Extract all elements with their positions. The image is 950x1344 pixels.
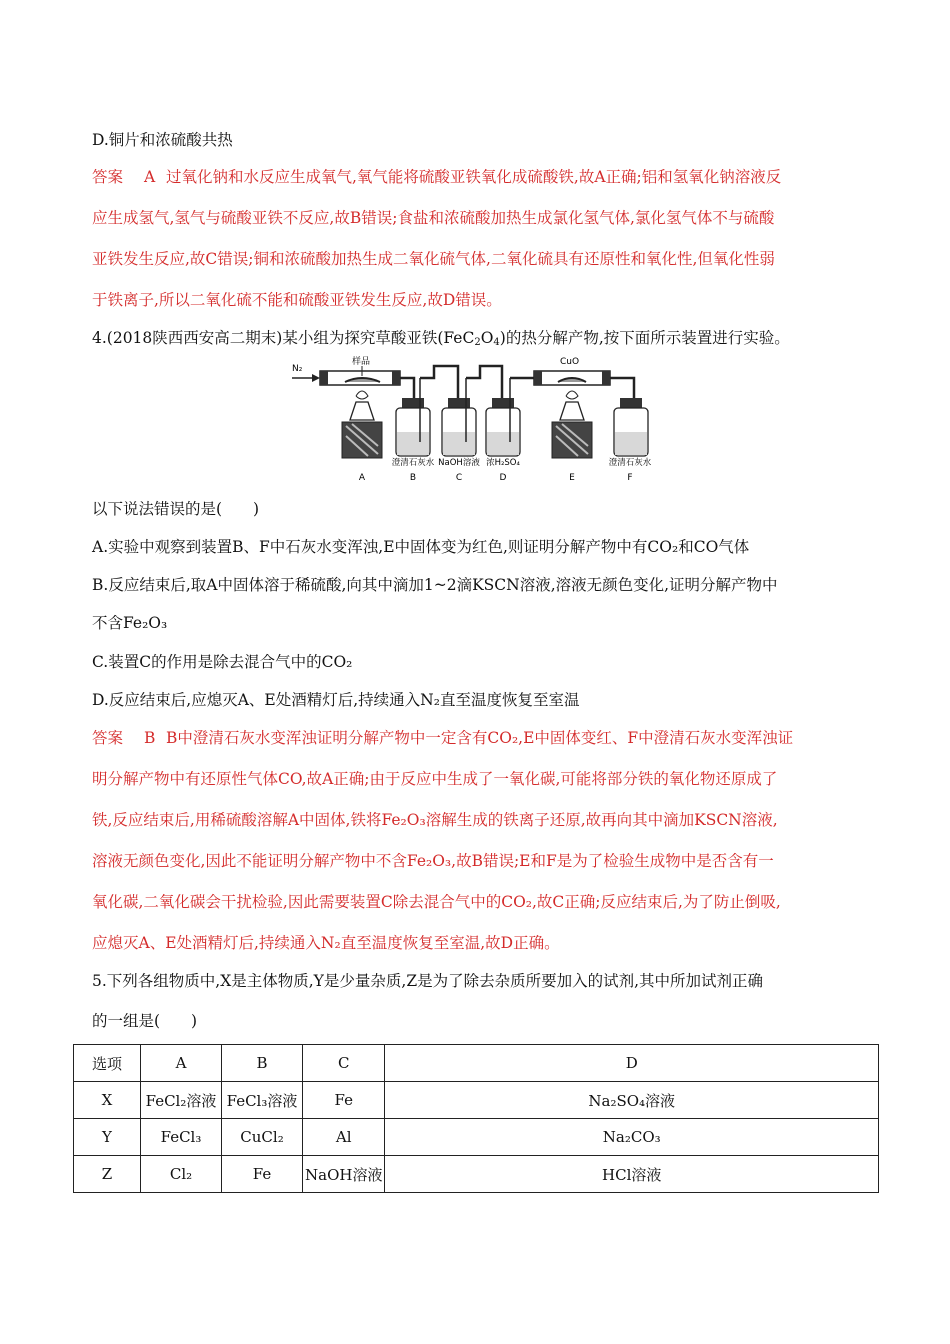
- q4-explanation-line: 铁,反应结束后,用稀硫酸溶解A中固体,铁将Fe₂O₃溶解生成的铁离子还原,故再向其中滴加KSCN溶液,: [92, 811, 778, 829]
- flame-icon: [356, 391, 368, 399]
- device-label-d: D: [499, 473, 507, 483]
- cuo-label: CuO: [560, 357, 580, 367]
- q3-explanation-line: 于铁离子,所以二氧化硫不能和硫酸亚铁发生反应,故D错误。: [92, 291, 502, 309]
- stem-text: O: [480, 329, 494, 347]
- device-label-f: F: [627, 473, 633, 483]
- table-row: [74, 1156, 879, 1193]
- subscript: 2: [474, 337, 481, 348]
- device-label-c: C: [455, 473, 463, 483]
- q4-answer-line-1: [92, 728, 793, 748]
- arrow-head-icon: [312, 374, 320, 382]
- stopper: [392, 371, 400, 385]
- table-header-cell: C: [303, 1045, 385, 1082]
- q3-explanation-line: 亚铁发生反应,故C错误;铜和浓硫酸加热生成二氧化硫气体,二氧化硫具有还原性和氧化性,但氧化性弱: [92, 250, 775, 268]
- q5-stem: 5.下列各组物质中,X是主体物质,Y是少量杂质,Z是为了除去杂质所要加入的试剂,其中所加试剂正确: [92, 972, 764, 990]
- q4-explanation-line: 应熄灭A、E处酒精灯后,持续通入N₂直至温度恢复至室温,故D正确。: [92, 934, 560, 952]
- explanation-text: 过氧化钠和水反应生成氧气,氧气能将硫酸亚铁氧化成硫酸铁,故A正确;铝和氢氧化钠溶液反: [166, 168, 782, 186]
- table-header-cell: D: [385, 1045, 879, 1082]
- q4-option-d: D.反应结束后,应熄灭A、E处酒精灯后,持续通入N₂直至温度恢复至室温: [92, 691, 580, 709]
- table-cell: X: [74, 1082, 141, 1119]
- q5-stem-cont: 的一组是( ): [92, 1012, 198, 1030]
- table-cell: Y: [74, 1119, 141, 1156]
- answer-label: 答案: [92, 729, 124, 747]
- answer-letter: B: [144, 729, 156, 747]
- alcohol-lamp: [560, 402, 584, 420]
- q4-stem: [92, 328, 790, 353]
- table-cell: Cl₂: [141, 1156, 222, 1193]
- table-header-cell: B: [222, 1045, 303, 1082]
- table-header-cell: 选项: [74, 1045, 141, 1082]
- table-cell: FeCl₃溶液: [222, 1082, 303, 1119]
- options-table: [73, 1044, 879, 1193]
- q4-explanation-line: 溶液无颜色变化,因此不能证明分解产物中不含Fe₂O₃,故B错误;E和F是为了检验生成物中是否含有一: [92, 852, 774, 870]
- table-cell: Na₂CO₃: [385, 1119, 879, 1156]
- n2-label: N₂: [292, 364, 303, 374]
- q4-question: 以下说法错误的是( ): [92, 500, 260, 518]
- table-header-cell: A: [141, 1045, 222, 1082]
- answer-letter: A: [144, 168, 156, 186]
- stem-text: )的热分解产物,按下面所示装置进行实验。: [499, 329, 790, 347]
- explanation-text: B中澄清石灰水变浑浊证明分解产物中一定含有CO₂,E中固体变红、F中澄清石灰水变浑浊证: [166, 729, 794, 747]
- q3-explanation-line: 应生成氢气,氢气与硫酸亚铁不反应,故B错误;食盐和浓硫酸加热生成氯化氢气体,氯化氢气体不与硫酸: [92, 209, 775, 227]
- caption-c: NaOH溶液: [438, 458, 480, 468]
- table-cell: FeCl₂溶液: [141, 1082, 222, 1119]
- table-cell: CuCl₂: [222, 1119, 303, 1156]
- flame-icon: [566, 391, 578, 399]
- table-cell: Na₂SO₄溶液: [385, 1082, 879, 1119]
- table-cell: Z: [74, 1156, 141, 1193]
- q4-option-c: C.装置C的作用是除去混合气中的CO₂: [92, 653, 353, 671]
- device-label-b: B: [409, 473, 417, 483]
- q3-option-d: D.铜片和浓硫酸共热: [92, 131, 233, 149]
- q4-explanation-line: 氧化碳,二氧化碳会干扰检验,因此需要装置C除去混合气中的CO₂,故C正确;反应结束后,为了防止倒吸,: [92, 893, 781, 911]
- q4-option-a: A.实验中观察到装置B、F中石灰水变浑浊,E中固体变为红色,则证明分解产物中有CO₂和CO气体: [92, 538, 750, 556]
- caption-b: 澄清石灰水: [391, 458, 435, 468]
- stopper: [534, 371, 542, 385]
- device-label-a: A: [358, 473, 366, 483]
- caption-f: 澄清石灰水: [608, 458, 652, 468]
- q4-explanation-line: 明分解产物中有还原性气体CO,故A正确;由于反应中生成了一氧化碳,可能将部分铁的氧化物还原成了: [92, 770, 778, 788]
- bottle-f: [614, 398, 648, 456]
- stopper: [602, 371, 610, 385]
- q4-option-b: B.反应结束后,取A中固体溶于稀硫酸,向其中滴加1~2滴KSCN溶液,溶液无颜色变化,证明分解产物中: [92, 576, 778, 594]
- q4-option-b-cont: 不含Fe₂O₃: [92, 614, 168, 632]
- table-cell: NaOH溶液: [303, 1156, 385, 1193]
- alcohol-lamp: [350, 402, 374, 420]
- table-header-row: [74, 1045, 879, 1082]
- table-cell: FeCl₃: [141, 1119, 222, 1156]
- stopper: [320, 371, 328, 385]
- sample-label: 样品: [352, 357, 371, 367]
- table-cell: HCl溶液: [385, 1156, 879, 1193]
- device-label-e: E: [569, 473, 575, 483]
- table-cell: Fe: [222, 1156, 303, 1193]
- subscript: 4: [493, 337, 500, 348]
- q3-answer-line-1: [92, 167, 781, 187]
- table-row: [74, 1082, 879, 1119]
- table-cell: Al: [303, 1119, 385, 1156]
- answer-label: 答案: [92, 168, 124, 186]
- caption-d: 浓H₂SO₄: [486, 458, 520, 468]
- table-cell: Fe: [303, 1082, 385, 1119]
- table-row: [74, 1119, 879, 1156]
- stem-text: 4.(2018陕西西安高二期末)某小组为探究草酸亚铁(FeC: [92, 329, 475, 347]
- apparatus-figure: [290, 352, 660, 486]
